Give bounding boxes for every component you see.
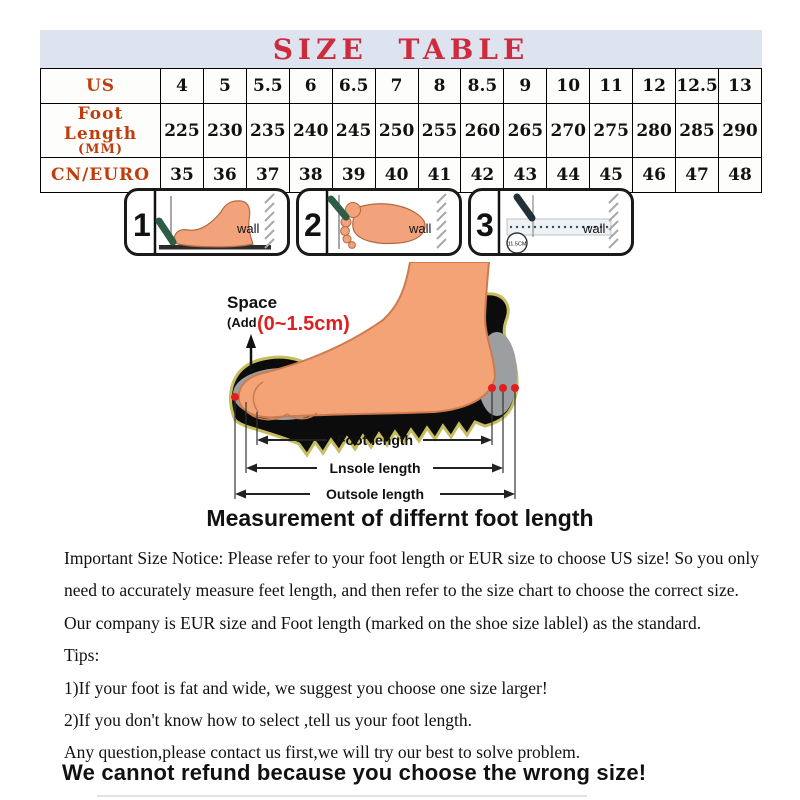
size-cell: 40 [375,158,418,193]
size-cell: 12.5 [676,69,719,104]
size-cell: 235 [246,104,289,158]
size-cell: 245 [332,104,375,158]
size-cell: 10 [547,69,590,104]
diagram-step-2 [296,188,462,256]
space-range-label: (0~1.5cm) [257,313,350,335]
space-arrowhead [246,334,256,348]
step-number: 2 [304,207,322,243]
page-title: SIZE TABLE [272,32,530,66]
pencil-icon [517,197,532,218]
wall-label: wall [237,221,260,236]
size-cell: 12 [633,69,676,104]
size-cell: 225 [161,104,204,158]
size-cell: 280 [633,104,676,158]
size-cell: 13 [718,69,761,104]
size-cell: 265 [504,104,547,158]
size-notice-block [64,543,764,770]
size-cell: 5.5 [246,69,289,104]
measure-dot [511,384,519,392]
wall-label: wall [409,221,432,236]
step-number: 3 [476,207,494,243]
no-refund-warning: We cannot refund because you choose the wrong size! [62,760,647,785]
size-cell: 9 [504,69,547,104]
foot-on-sole-illustration [205,262,535,507]
measure-dot [231,393,239,401]
notice-line: Important Size Notice: Please refer to your foot length or EUR size to choose US size! So you only [64,548,759,568]
table-row-foot-length [41,104,762,158]
foot-length-label: Foot length [336,432,414,448]
size-cell: 270 [547,104,590,158]
insole-length-arrow [246,460,503,476]
foot-length-figure [205,262,535,512]
size-cell: 37 [246,158,289,193]
foot-shape [239,262,495,417]
size-cell: 11 [590,69,633,104]
size-cell: 45 [590,158,633,193]
foot-side-illustration [127,191,287,253]
row-header-cn-euro: CN/EURO [41,158,161,193]
size-cell: 36 [203,158,246,193]
foot-top-illustration [299,191,459,253]
size-cell: 4 [161,69,204,104]
ruler-illustration [471,191,631,253]
step-number: 1 [133,207,151,243]
size-cell: 42 [461,158,504,193]
size-cell: 285 [676,104,719,158]
wall-hatch [437,194,446,248]
notice-line: Our company is EUR size and Foot length (marked on the shoe size lablel) as the standard. [64,612,702,633]
size-cell: 46 [633,158,676,193]
insole-length-label: Lnsole length [329,460,421,476]
size-cell: 290 [718,104,761,158]
wall-hatch [265,194,274,248]
row-header-foot-length: Foot Length (MM) [41,104,161,158]
diagram-step-3 [468,188,634,256]
wall-hatch [609,194,618,248]
wall-label: wall [583,221,606,236]
measure-dot [499,384,507,392]
outsole-length-label: Outsole length [326,486,424,502]
notice-line: need to accurately measure feet length, and then refer to the size chart to choose the correct size. [64,580,739,601]
size-cell: 7 [375,69,418,104]
size-table-title-bar [40,30,762,68]
table-row-us [41,69,762,104]
size-cell: 8 [418,69,461,104]
diagram-step-1 [124,188,290,256]
measure-dot [488,384,496,392]
ruler-note: 11.5CM [507,241,527,248]
size-cell: 48 [718,158,761,193]
size-cell: 8.5 [461,69,504,104]
size-cell: 44 [547,158,590,193]
size-cell: 35 [161,158,204,193]
notice-line: 2)If you don't know how to select ,tell us your foot length. [64,709,473,730]
figure-caption: Measurement of differnt foot length [206,505,594,531]
size-table [40,68,762,193]
space-label: Space [227,293,278,312]
space-add-label: (Add [227,315,257,330]
size-cell: 275 [590,104,633,158]
bottom-divider [97,795,587,797]
row-header-us: US [41,69,161,104]
notice-line: 1)If your foot is fat and wide, we suggest you choose one size larger! [64,677,548,698]
size-cell: 38 [289,158,332,193]
notice-line: Any question,please contact us first,we will try our best to solve problem. [64,742,581,763]
size-cell: 255 [418,104,461,158]
size-cell: 230 [203,104,246,158]
size-cell: 260 [461,104,504,158]
notice-line: Tips: [64,645,100,666]
size-cell: 43 [504,158,547,193]
size-cell: 6 [289,69,332,104]
size-cell: 41 [418,158,461,193]
toe [341,227,350,236]
measurement-diagram-strip [124,188,634,256]
size-cell: 250 [375,104,418,158]
size-cell: 240 [289,104,332,158]
size-cell: 6.5 [332,69,375,104]
toe [349,242,356,249]
size-cell: 5 [203,69,246,104]
size-cell: 39 [332,158,375,193]
size-cell: 47 [676,158,719,193]
outsole-length-arrow [235,486,515,502]
